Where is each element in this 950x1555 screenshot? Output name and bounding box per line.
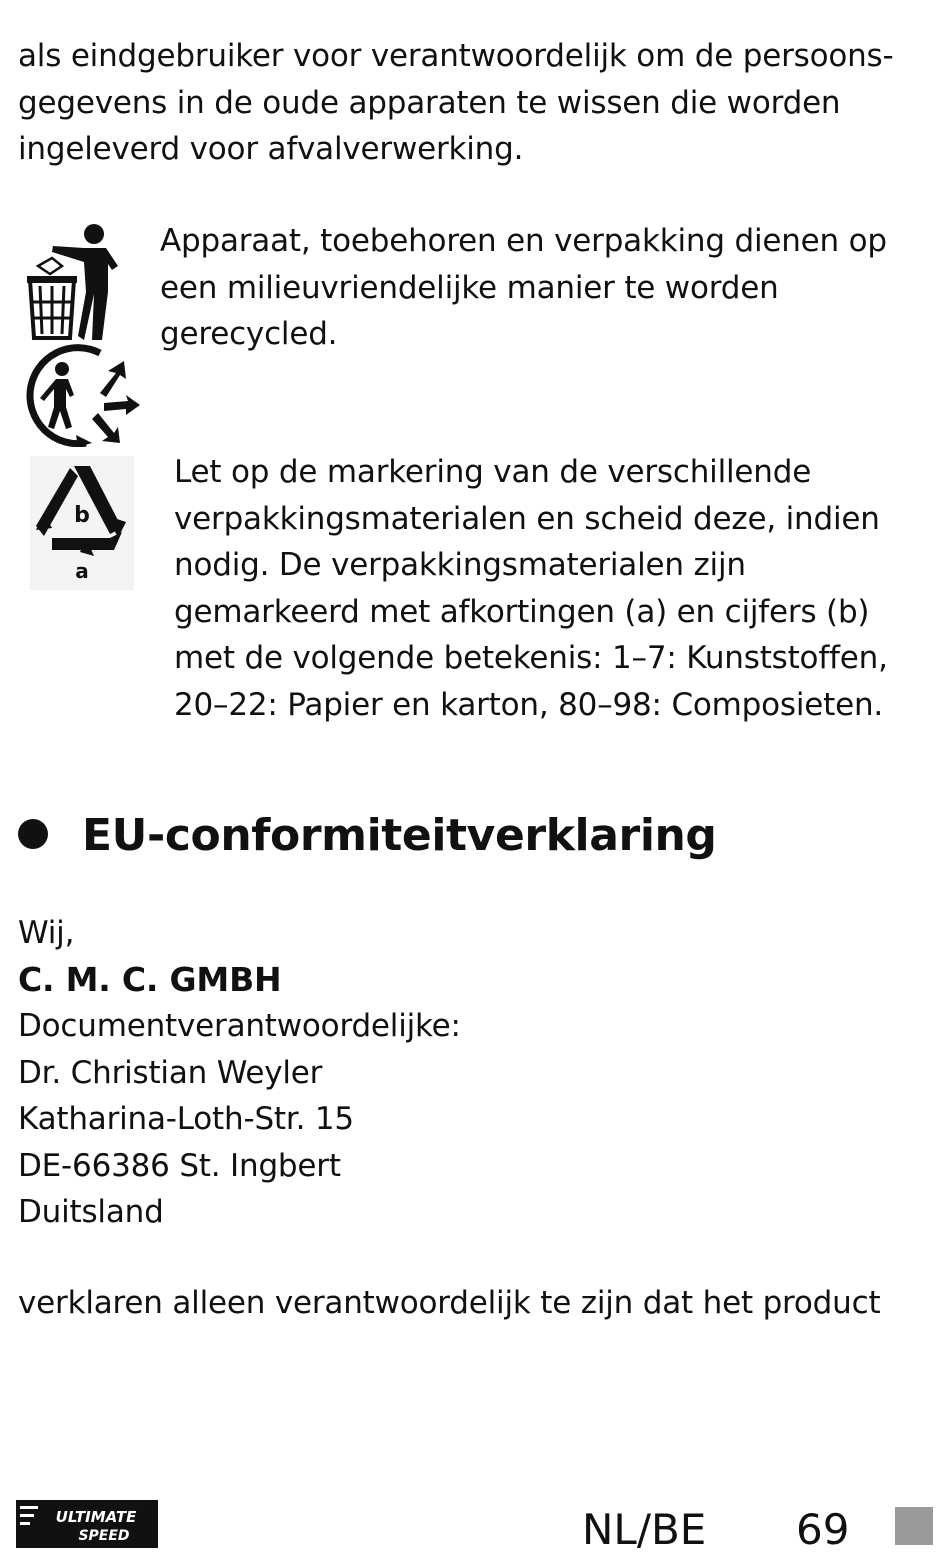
- intro-line: gegevens in de oude apparaten te wissen die worden: [18, 84, 841, 121]
- brand-logo: [16, 1500, 158, 1548]
- packaging-line: met de volgende betekenis: 1–7: Kunststoffen,: [174, 640, 888, 676]
- person-name: Dr. Christian Weyler: [18, 1054, 323, 1091]
- recycle-arrows-icon: [16, 343, 140, 447]
- trash-person-icon: [22, 222, 126, 344]
- address-block: [18, 910, 461, 1236]
- packaging-line: verpakkingsmaterialen en scheid deze, indien: [174, 500, 880, 537]
- packaging-line: nodig. De verpakkingsmaterialen zijn: [174, 547, 746, 583]
- packaging-line: 20–22: Papier en karton, 80–98: Composieten.: [174, 686, 884, 723]
- footer-region: NL/BE: [582, 1505, 707, 1554]
- role-label: Documentverantwoordelijke:: [18, 1008, 461, 1044]
- packaging-line: gemarkeerd met afkortingen (a) en cijfers (b): [174, 593, 870, 630]
- declaration-line: verklaren alleen verantwoordelijk te zijn dat het product: [18, 1285, 881, 1321]
- declaration-text: [18, 1280, 880, 1327]
- logo-text-top: ULTIMATE: [55, 1508, 137, 1526]
- intro-line: als eindgebruiker voor verantwoordelijk om de persoons-: [18, 38, 894, 74]
- street-address: Katharina-Loth-Str. 15: [18, 1101, 354, 1137]
- intro-paragraph: [18, 33, 893, 173]
- recycle-line: gerecycled.: [160, 316, 338, 352]
- triangle-center-label: b: [74, 503, 90, 528]
- intro-line: ingeleverd voor afvalverwerking.: [18, 131, 524, 167]
- triangle-bottom-label: a: [75, 559, 89, 583]
- recycle-line: een milieuvriendelijke manier te worden: [160, 269, 779, 306]
- recycle-paragraph: [160, 218, 887, 358]
- city-address: DE-66386 St. Ingbert: [18, 1147, 341, 1184]
- company-name: C. M. C. GMBH: [18, 959, 282, 999]
- page-number: 69: [796, 1505, 850, 1554]
- packaging-line: Let op de markering van de verschillende: [174, 454, 812, 490]
- bullet-icon: [18, 819, 48, 849]
- section-heading: [18, 807, 717, 865]
- packaging-paragraph: [174, 449, 888, 728]
- recycle-line: Apparaat, toebehoren en verpakking dienen op: [160, 223, 887, 259]
- footer-marker: [895, 1507, 933, 1545]
- recycling-triangle-icon: [30, 456, 134, 590]
- section-heading-text: EU-conformiteitverklaring: [82, 810, 717, 861]
- greeting: Wij,: [18, 915, 75, 951]
- logo-text-bottom: SPEED: [78, 1528, 130, 1544]
- country: Duitsland: [18, 1194, 164, 1230]
